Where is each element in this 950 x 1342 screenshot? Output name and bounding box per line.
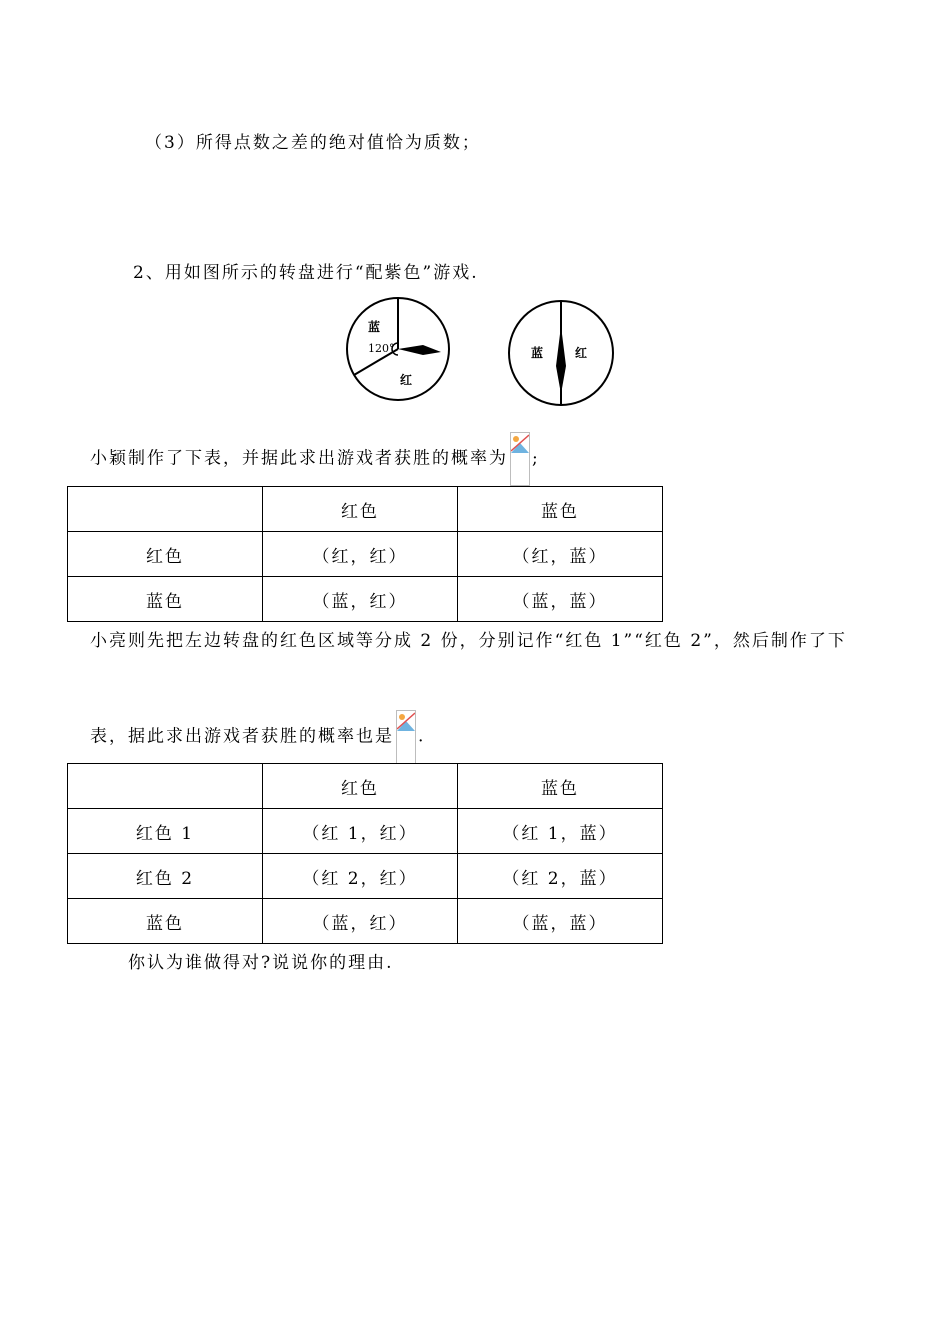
table-row — [68, 809, 663, 854]
table-cell: 红色 — [68, 532, 263, 577]
table-cell: 红色 — [263, 764, 458, 809]
table-cell: （蓝，红） — [263, 899, 458, 944]
table-xiaoying — [67, 486, 663, 622]
broken-image-icon — [396, 710, 416, 764]
table-row — [68, 764, 663, 809]
paragraph-xiaoying-end: ; — [532, 448, 540, 469]
paragraph-xiaoliang-cont — [90, 710, 425, 764]
paragraph-xiaoying-text: 小颖制作了下表，并据此求出游戏者获胜的概率为 — [90, 448, 508, 469]
spinners-figure — [345, 296, 625, 411]
table-cell: （红，蓝） — [458, 532, 663, 577]
table-xiaoliang — [67, 763, 663, 944]
question-2-text: 2、用如图所示的转盘进行“配紫色”游戏. — [133, 263, 479, 283]
paragraph-xiaoliang-cont-text: 表，据此求出游戏者获胜的概率也是 — [90, 726, 394, 747]
table-row — [68, 487, 663, 532]
left-spinner-blue-label: 蓝 — [368, 320, 381, 334]
broken-image-icon — [510, 432, 530, 486]
table-cell: 红色 2 — [68, 854, 263, 899]
left-spinner-angle-label: 120° — [368, 342, 395, 355]
right-spinner-pointer — [556, 326, 566, 394]
left-spinner — [347, 298, 449, 400]
table-cell: （蓝，蓝） — [458, 899, 663, 944]
left-spinner-red-label: 红 — [400, 373, 413, 387]
table-row — [68, 854, 663, 899]
table-cell: （蓝，红） — [263, 577, 458, 622]
closing-question: 你认为谁做得对?说说你的理由. — [128, 953, 394, 973]
table-cell: （红 2，蓝） — [458, 854, 663, 899]
left-spinner-pointer — [398, 345, 441, 355]
table-cell: （红 1，红） — [263, 809, 458, 854]
question-3-text: （3）所得点数之差的绝对值恰为质数； — [145, 133, 481, 153]
paragraph-xiaoliang: 小亮则先把左边转盘的红色区域等分成 2 份，分别记作“红色 1”“红色 2”，然后制作了下 — [90, 631, 847, 651]
table-row — [68, 899, 663, 944]
paragraph-xiaoliang-cont-end: . — [418, 726, 426, 747]
table-cell: （红 2，红） — [263, 854, 458, 899]
table-cell: 红色 1 — [68, 809, 263, 854]
table-cell: 蓝色 — [458, 764, 663, 809]
table-cell — [68, 487, 263, 532]
right-spinner-red-label: 红 — [575, 346, 588, 360]
table-cell — [68, 764, 263, 809]
table-cell: 蓝色 — [458, 487, 663, 532]
right-spinner — [509, 301, 613, 405]
paragraph-xiaoying — [90, 432, 540, 486]
table-cell: （蓝，蓝） — [458, 577, 663, 622]
table-row — [68, 532, 663, 577]
table-cell: （红，红） — [263, 532, 458, 577]
table-cell: 红色 — [263, 487, 458, 532]
table-cell: 蓝色 — [68, 577, 263, 622]
right-spinner-blue-label: 蓝 — [531, 346, 544, 360]
table-row — [68, 577, 663, 622]
table-cell: 蓝色 — [68, 899, 263, 944]
table-cell: （红 1，蓝） — [458, 809, 663, 854]
